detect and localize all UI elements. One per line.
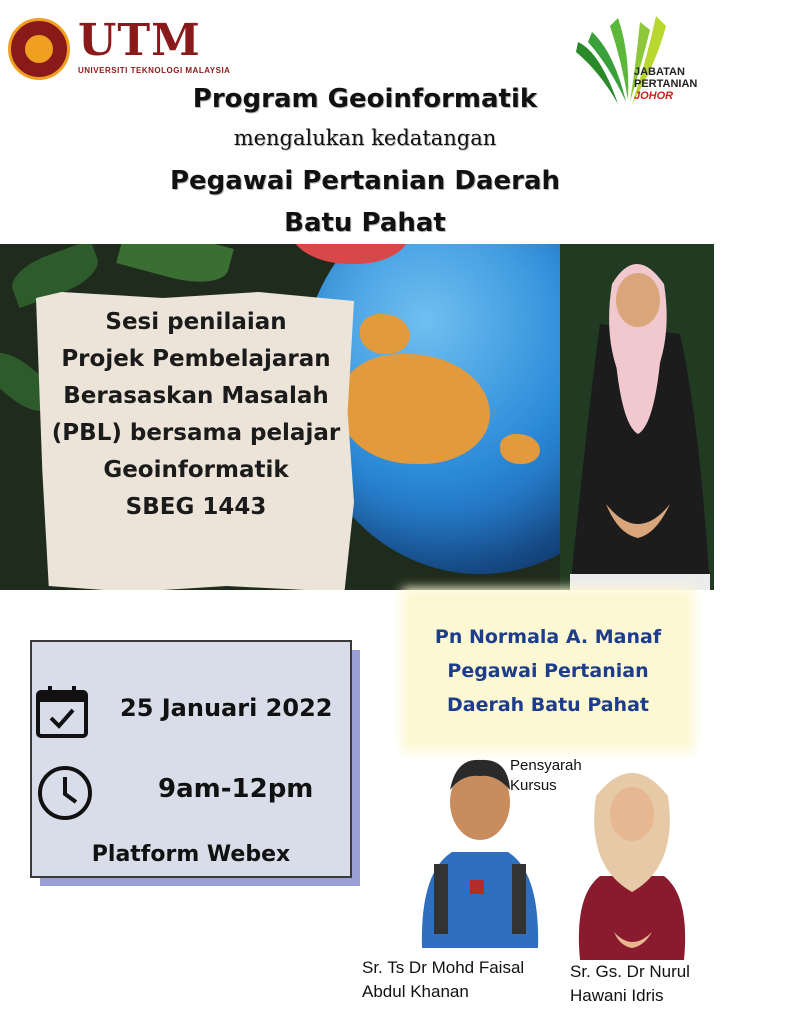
officer-photo <box>560 244 714 590</box>
session-description <box>38 304 354 526</box>
lecturer-1-name-line-1: Sr. Ts Dr Mohd Faisal <box>362 958 525 977</box>
jp-state: JOHOR <box>634 90 674 102</box>
utm-logo-subtitle: UNIVERSITI TEKNOLOGI MALAYSIA <box>78 66 231 75</box>
session-line-3: Berasaskan Masalah <box>63 383 329 409</box>
guest-name-text <box>410 620 686 722</box>
lecturer-2-name-line-2: Hawani Idris <box>570 986 664 1005</box>
lecturer-2-name-line-1: Sr. Gs. Dr Nurul <box>570 962 690 981</box>
guest-district: Daerah Batu Pahat <box>446 694 649 716</box>
guest-name: Pn Normala A. Manaf <box>434 626 662 648</box>
session-line-1: Sesi penilaian <box>105 309 287 335</box>
event-date: 25 Januari 2022 <box>120 694 333 722</box>
guest-title-line: Pegawai Pertanian Daerah <box>169 166 561 196</box>
program-title: Program Geoinformatik <box>192 84 538 114</box>
lecturer-2-photo <box>574 756 690 960</box>
lecturer-label-line-2: Kursus <box>510 777 557 794</box>
jp-line-1: JABATAN <box>634 66 685 78</box>
session-line-2: Projek Pembelajaran <box>61 346 331 372</box>
lecturer-1-name-line-2: Abdul Khanan <box>362 982 469 1001</box>
utm-seal-logo <box>8 18 70 80</box>
welcome-line: mengalukan kedatangan <box>233 126 497 150</box>
jp-line-2: PERTANIAN <box>634 78 698 90</box>
event-platform: Platform Webex <box>91 842 291 867</box>
event-time: 9am-12pm <box>158 774 314 804</box>
lecturer-label-line-1: Pensyarah <box>510 757 582 774</box>
session-line-5: Geoinformatik <box>103 457 289 483</box>
calendar-check-icon <box>34 682 90 740</box>
lecturer-1-photo <box>412 752 548 948</box>
district-title-line: Batu Pahat <box>284 208 446 238</box>
lecturer-2-name <box>570 960 690 1008</box>
session-line-6: SBEG 1443 <box>125 494 267 520</box>
utm-logo-text: UTM <box>78 15 201 66</box>
session-line-4: (PBL) bersama pelajar <box>51 420 341 446</box>
guest-position: Pegawai Pertanian <box>447 660 649 682</box>
clock-icon <box>36 764 94 822</box>
lecturer-1-name <box>362 956 524 1004</box>
